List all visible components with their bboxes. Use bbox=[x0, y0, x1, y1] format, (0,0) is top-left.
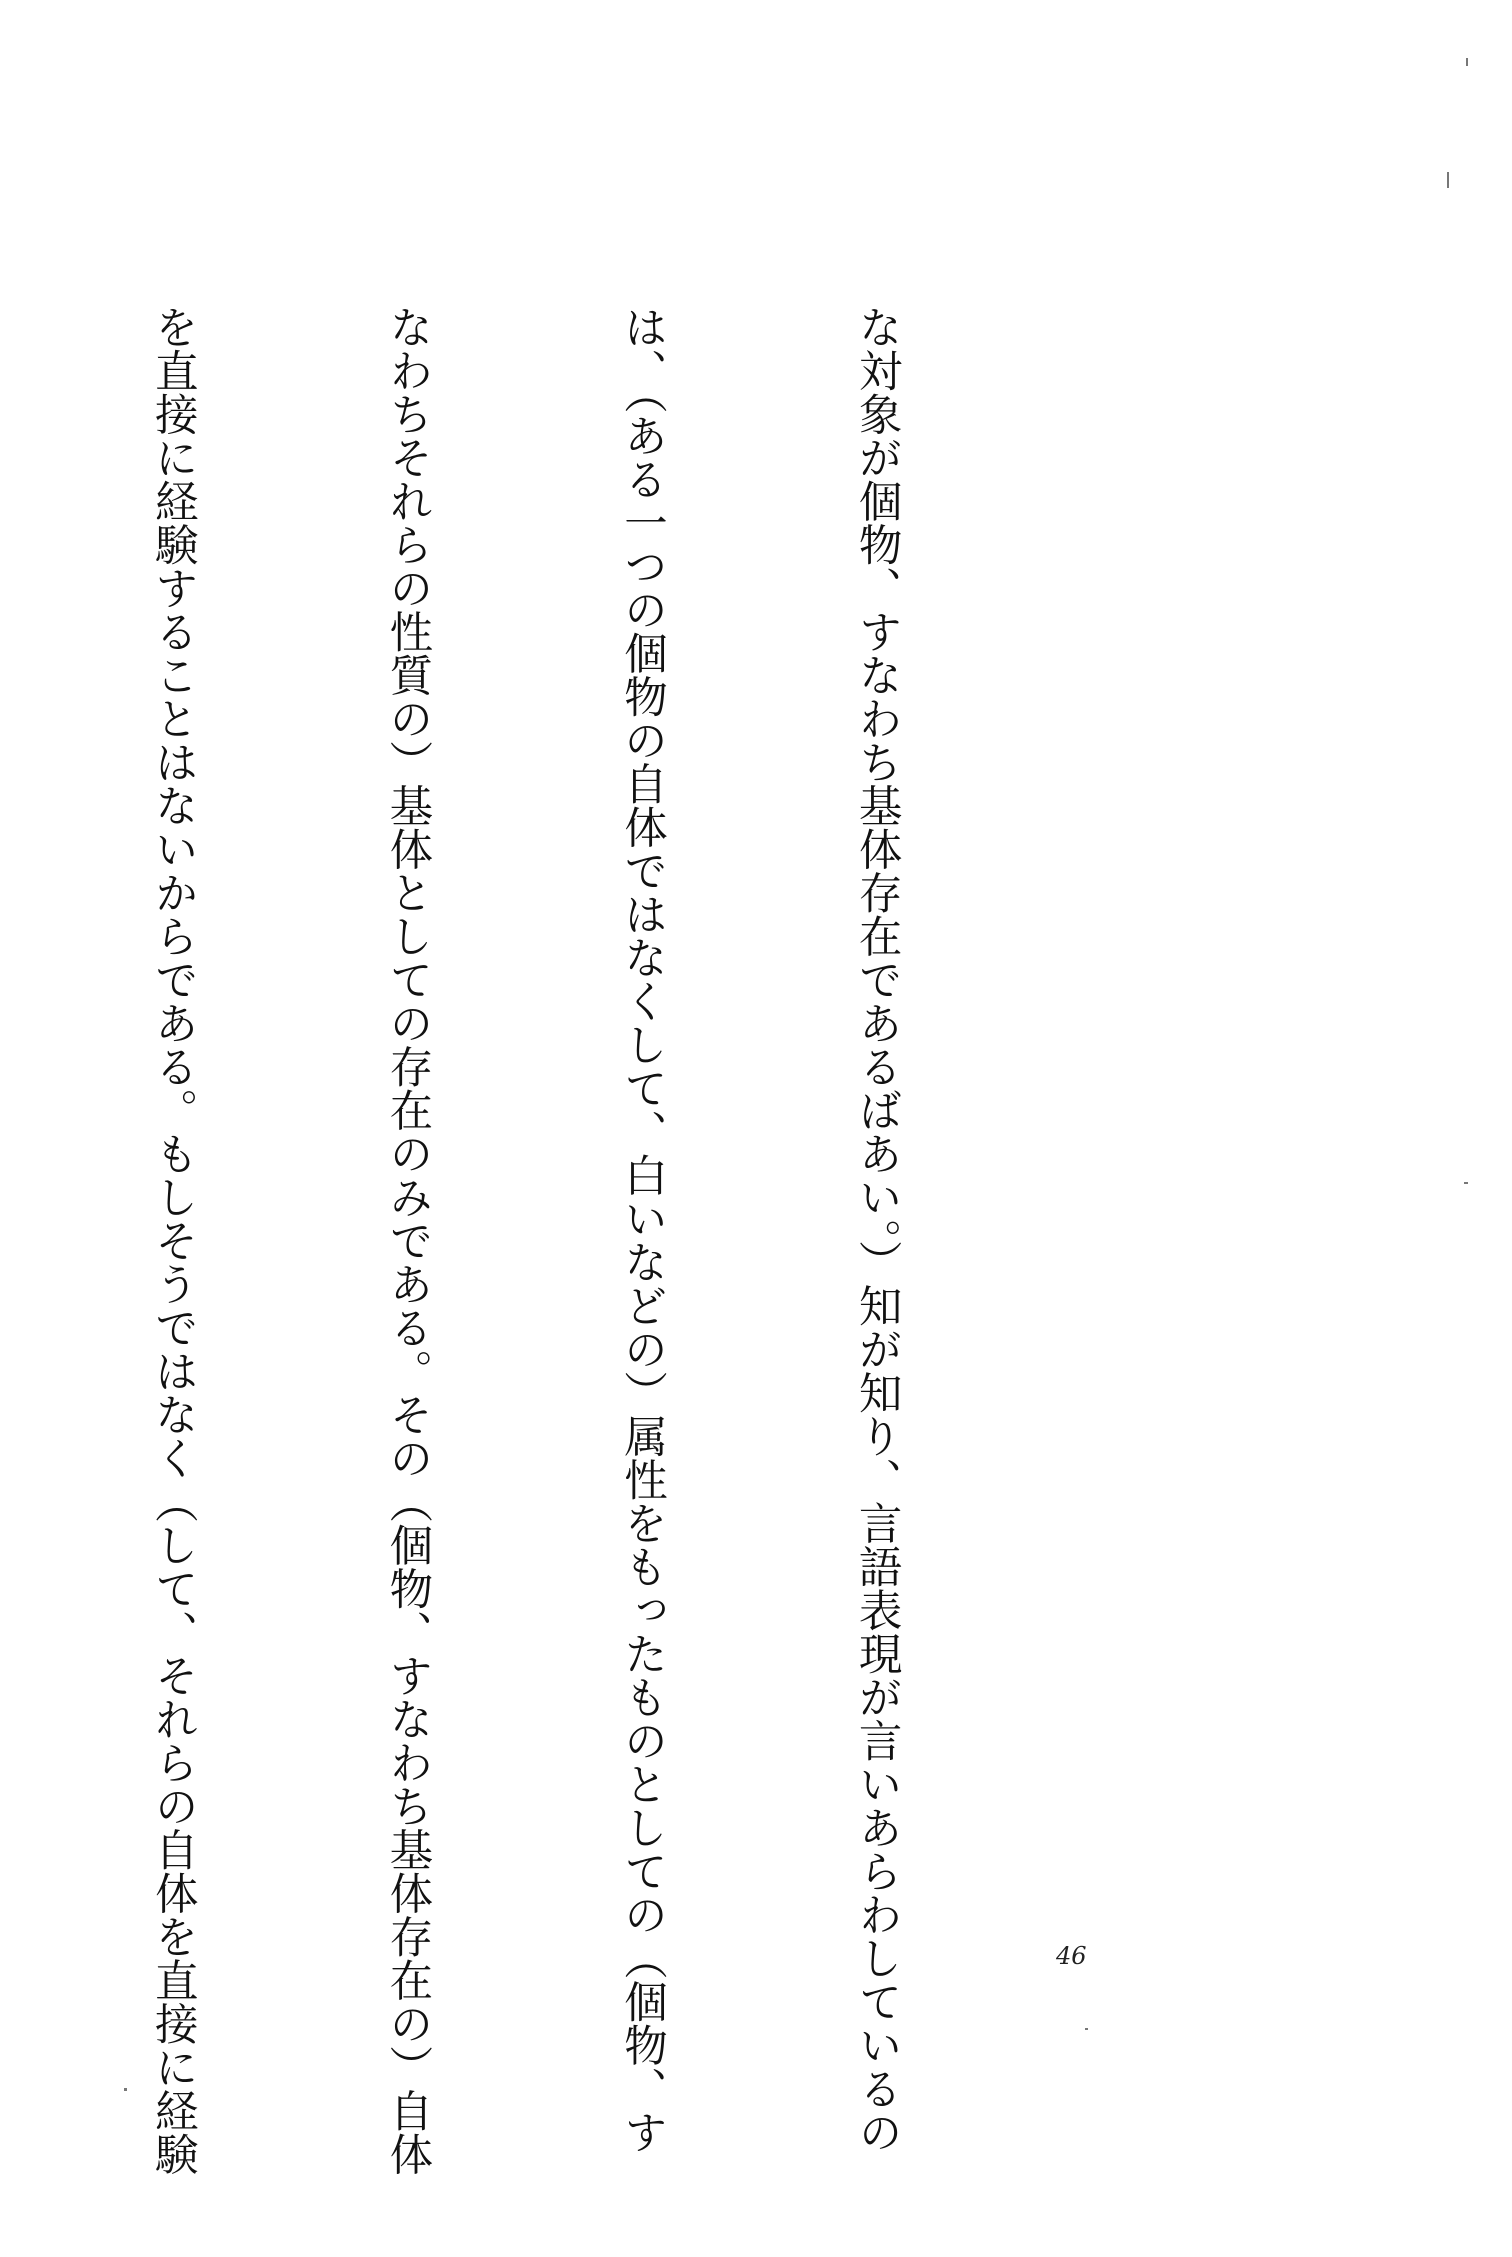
scan-speck bbox=[124, 2088, 127, 2091]
vertical-text-body bbox=[0, 305, 1072, 2176]
page-number: 46 bbox=[1056, 1942, 1087, 1970]
scan-speck bbox=[1464, 1182, 1468, 1184]
scan-speck bbox=[1466, 58, 1468, 66]
text-column: な対象が個物、すなわち基体存在であるばあい。）知が知り、言語表現が言いあらわしているの bbox=[851, 305, 902, 2154]
text-column: なわちそれらの性質の）基体としての存在のみである。その（個物、すなわち基体存在の）自体 bbox=[382, 305, 433, 2176]
scan-speck bbox=[1085, 2028, 1088, 2030]
scan-speck bbox=[1447, 172, 1449, 188]
text-column: を直接に経験することはないからである。もしそうではなく（して、それらの自体を直接に経験 bbox=[147, 305, 198, 2176]
text-column: は、（ある一つの個物の自体ではなくして、白いなどの）属性をもったものとしての（個物、す bbox=[616, 305, 667, 2154]
